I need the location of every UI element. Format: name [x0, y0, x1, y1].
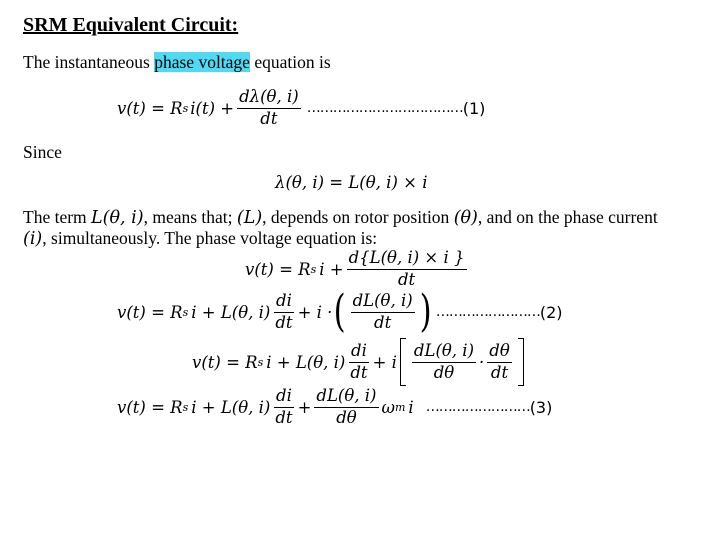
para-math: L(θ, i) — [91, 208, 144, 228]
eqb-fraction-1 — [348, 342, 369, 383]
eq3-tail: i — [408, 397, 414, 417]
equation-b — [192, 338, 527, 386]
para-math: (i) — [23, 229, 43, 249]
eq1-tag: (1) — [462, 98, 486, 118]
eq1-fraction — [237, 88, 301, 129]
para-text: , and on the phase current — [477, 207, 658, 227]
equation-3 — [117, 387, 552, 428]
eq3-omega-sub: m — [394, 400, 406, 414]
eqb-f2-num: dL(θ, i) — [412, 342, 476, 363]
eq2-mid: i + L(θ, i) — [191, 302, 271, 322]
para-math: (θ) — [453, 208, 478, 228]
eqb-sub: s — [257, 355, 264, 369]
paragraph-line-1 — [23, 207, 658, 228]
para-text: , simultaneously. The phase voltage equation is: — [42, 228, 378, 248]
eq2-fraction-1 — [273, 292, 294, 333]
eqa-num: d{L(θ, i) × i } — [347, 249, 467, 270]
eq2-dots: …………………… — [435, 304, 540, 320]
right-paren: ) — [419, 286, 432, 337]
para-text: The term — [23, 207, 92, 227]
equation-a — [245, 249, 470, 290]
eq3-dots: …………………… — [425, 399, 530, 416]
eq3-tag: (3) — [529, 397, 553, 417]
eq2-f1-num: di — [274, 292, 294, 313]
eqa-sub: s — [310, 262, 317, 276]
eq3-lhs: v(t) = R — [117, 397, 183, 417]
eq3-sub: s — [182, 400, 189, 414]
para-text: , depends on rotor position — [262, 207, 454, 227]
intro-sentence — [23, 52, 331, 73]
page-title: SRM Equivalent Circuit: — [23, 14, 239, 36]
eqb-f1-den: dt — [350, 362, 368, 382]
eq2-fraction-2 — [351, 292, 415, 333]
highlighted-phrase: phase voltage — [154, 52, 250, 72]
eq1-den: dt — [260, 108, 278, 128]
eq1-num: dλ(θ, i) — [237, 88, 301, 109]
eqa-den: dt — [397, 269, 416, 289]
right-bracket — [518, 338, 524, 386]
eq3-fraction-2 — [314, 387, 378, 428]
eqb-fraction-2 — [412, 342, 476, 383]
equation-1 — [117, 88, 485, 129]
eq1-dots: ……………………………… — [306, 100, 463, 117]
eq3-fraction-1 — [273, 387, 294, 428]
eq2-tag: (2) — [539, 302, 563, 322]
intro-before: The instantaneous — [23, 52, 155, 72]
eq1-sub: s — [182, 101, 189, 115]
eqb-lhs: v(t) = R — [192, 352, 258, 372]
eq2-lhs: v(t) = R — [117, 302, 183, 322]
eqa-mid: i + — [319, 259, 344, 279]
eqb-mid: i + L(θ, i) — [266, 352, 346, 372]
eqb-f2-den: dθ — [433, 362, 455, 382]
eq1-lhs: v(t) = R — [117, 98, 183, 118]
eq2-f2-num: dL(θ, i) — [351, 292, 415, 313]
eqb-plus: + i — [372, 352, 397, 372]
eqb-f3-num: dθ — [487, 342, 512, 363]
left-bracket — [400, 338, 406, 386]
eq2-f2-den: dt — [374, 312, 392, 332]
eqb-f3-den: dt — [490, 362, 509, 382]
para-text: , means that; — [143, 207, 237, 227]
eq3-plus: + — [297, 397, 312, 417]
eqa-fraction — [347, 249, 467, 290]
eqa-lhs: v(t) = R — [245, 259, 311, 279]
eq3-f2-num: dL(θ, i) — [314, 387, 378, 408]
eqb-fraction-3 — [487, 342, 512, 383]
eq3-omega: ω — [381, 397, 395, 417]
eq3-mid: i + L(θ, i) — [191, 397, 271, 417]
since-label: Since — [23, 142, 62, 162]
left-paren: ( — [333, 286, 347, 337]
eq2-f1-den: dt — [275, 312, 293, 332]
paragraph-line-2 — [23, 228, 377, 249]
eq2-plus: + i · — [297, 302, 333, 322]
eq2-sub: s — [182, 305, 189, 319]
intro-after: equation is — [249, 52, 331, 72]
equation-lambda: λ(θ, i) = L(θ, i) × i — [275, 173, 428, 192]
eqb-dot: · — [479, 352, 485, 372]
eq3-f2-den: dθ — [336, 407, 357, 427]
equation-2 — [117, 286, 563, 337]
eq3-f1-num: di — [274, 387, 294, 408]
eq1-mid: i(t) + — [190, 98, 235, 118]
para-math: (L) — [236, 208, 263, 228]
eqb-f1-num: di — [349, 342, 369, 363]
eq3-f1-den: dt — [275, 407, 293, 427]
